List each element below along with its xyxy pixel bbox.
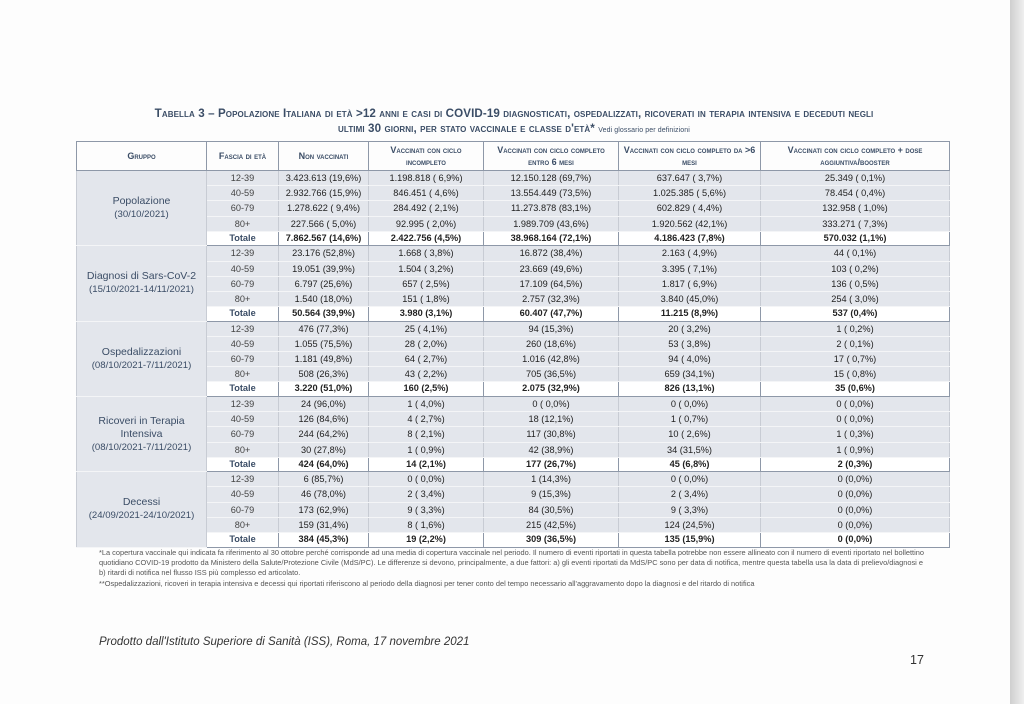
total-cell: 4.186.423 (7,8%) bbox=[619, 231, 761, 246]
total-cell: 384 (45,3%) bbox=[279, 533, 369, 548]
value-cell: 13.554.449 (73,5%) bbox=[484, 186, 619, 201]
table-row bbox=[77, 261, 950, 276]
value-cell: 0 (0,0%) bbox=[761, 517, 950, 532]
value-cell: 0 (0,0%) bbox=[761, 487, 950, 502]
value-cell: 3.423.613 (19,6%) bbox=[279, 171, 369, 186]
value-cell: 1.668 ( 3,8%) bbox=[369, 246, 484, 261]
age-cell: 12-39 bbox=[207, 396, 279, 411]
value-cell: 124 (24,5%) bbox=[619, 517, 761, 532]
value-cell: 1 ( 0,2%) bbox=[761, 321, 950, 336]
footnote-1: *La copertura vaccinale qui indicata fa riferimento al 30 ottobre perché corrisponde ad una media di copertura vaccinale nel periodo. Il numero di eventi riportati in questa tabella potrebbe non essere allineato con il numero di eventi riportato nel bollettino quotidiano COVID-19 prodotto da Ministero della Salute/Protezione Civile (MdS/PC). Le differenze si devono, principalmente, a due fattori: a) gli eventi riportati da MdS/PC sono per data di notifica, mentre questa tabella usa la data di prelievo/diagnosi e b) ritardi di notifica nel flusso ISS più complesso ed articolato. bbox=[99, 548, 924, 578]
group-cell bbox=[77, 246, 207, 321]
value-cell: 19.051 (39,9%) bbox=[279, 261, 369, 276]
value-cell: 92.995 ( 2,0%) bbox=[369, 216, 484, 231]
age-cell: 80+ bbox=[207, 291, 279, 306]
value-cell: 657 ( 2,5%) bbox=[369, 276, 484, 291]
value-cell: 1 ( 0,9%) bbox=[369, 442, 484, 457]
value-cell: 1.181 (49,8%) bbox=[279, 352, 369, 367]
value-cell: 260 (18,6%) bbox=[484, 336, 619, 351]
age-cell: 40-59 bbox=[207, 261, 279, 276]
page-footer: Prodotto dall'Istituto Superiore di Sanità (ISS), Roma, 17 novembre 2021 bbox=[99, 636, 470, 648]
value-cell: 637.647 ( 3,7%) bbox=[619, 171, 761, 186]
table-row bbox=[77, 186, 950, 201]
group-name: Ricoveri in Terapia Intensiva bbox=[98, 414, 185, 440]
group-name: Ospedalizzazioni bbox=[101, 345, 182, 358]
vaccination-status-table bbox=[76, 141, 950, 548]
value-cell: 1.920.562 (42,1%) bbox=[619, 216, 761, 231]
value-cell: 9 ( 3,3%) bbox=[369, 502, 484, 517]
total-row bbox=[77, 307, 950, 322]
age-cell: 40-59 bbox=[207, 186, 279, 201]
value-cell: 1 ( 0,3%) bbox=[761, 427, 950, 442]
total-cell: 177 (26,7%) bbox=[484, 457, 619, 472]
value-cell: 1.817 ( 6,9%) bbox=[619, 276, 761, 291]
value-cell: 2.757 (32,3%) bbox=[484, 291, 619, 306]
value-cell: 53 ( 3,8%) bbox=[619, 336, 761, 351]
value-cell: 1 ( 0,9%) bbox=[761, 442, 950, 457]
page-number: 17 bbox=[910, 653, 924, 667]
value-cell: 78.454 ( 0,4%) bbox=[761, 186, 950, 201]
value-cell: 23.176 (52,8%) bbox=[279, 246, 369, 261]
value-cell: 1.025.385 ( 5,6%) bbox=[619, 186, 761, 201]
value-cell: 227.566 ( 5,0%) bbox=[279, 216, 369, 231]
age-cell: 80+ bbox=[207, 442, 279, 457]
total-label: Totale bbox=[207, 457, 279, 472]
value-cell: 6.797 (25,6%) bbox=[279, 276, 369, 291]
value-cell: 254 ( 3,0%) bbox=[761, 291, 950, 306]
total-row bbox=[77, 382, 950, 397]
value-cell: 25.349 ( 0,1%) bbox=[761, 171, 950, 186]
value-cell: 17 ( 0,7%) bbox=[761, 352, 950, 367]
value-cell: 20 ( 3,2%) bbox=[619, 321, 761, 336]
value-cell: 0 ( 0,0%) bbox=[369, 472, 484, 487]
value-cell: 9 ( 3,3%) bbox=[619, 502, 761, 517]
value-cell: 0 ( 0,0%) bbox=[484, 396, 619, 411]
header-completo-6m: Vaccinati con ciclo completo entro 6 mesi bbox=[484, 142, 619, 171]
total-cell: 50.564 (39,9%) bbox=[279, 307, 369, 322]
group-date: (08/10/2021-7/11/2021) bbox=[91, 359, 192, 371]
title-line-1: Tabella 3 – Popolazione Italiana di età >12 anni e casi di COVID-19 diagnosticati, ospedalizzati, ricoverati in terapia intensiva e deceduti negli bbox=[154, 107, 874, 120]
total-cell: 11.215 (8,9%) bbox=[619, 307, 761, 322]
age-cell: 40-59 bbox=[207, 336, 279, 351]
total-cell: 2.422.756 (4,5%) bbox=[369, 231, 484, 246]
value-cell: 1.055 (75,5%) bbox=[279, 336, 369, 351]
group-name: Decessi bbox=[122, 496, 161, 509]
group-cell bbox=[77, 396, 207, 471]
value-cell: 0 ( 0,0%) bbox=[761, 412, 950, 427]
total-cell: 424 (64,0%) bbox=[279, 457, 369, 472]
value-cell: 1 (14,3%) bbox=[484, 472, 619, 487]
table-title bbox=[74, 106, 954, 138]
header-booster: Vaccinati con ciclo completo + dose aggiuntiva/booster bbox=[761, 142, 950, 171]
title-line-2-text: ultimi 30 giorni, per stato vaccinale e classe d'età* bbox=[338, 122, 595, 135]
title-line-2 bbox=[74, 121, 954, 138]
value-cell: 16.872 (38,4%) bbox=[484, 246, 619, 261]
total-cell: 570.032 (1,1%) bbox=[761, 231, 950, 246]
header-fascia: Fascia di età bbox=[207, 142, 279, 171]
total-cell: 2.075 (32,9%) bbox=[484, 382, 619, 397]
value-cell: 508 (26,3%) bbox=[279, 367, 369, 382]
group-cell bbox=[77, 321, 207, 396]
value-cell: 659 (34,1%) bbox=[619, 367, 761, 382]
age-cell: 60-79 bbox=[207, 276, 279, 291]
value-cell: 215 (42,5%) bbox=[484, 517, 619, 532]
value-cell: 2 ( 0,1%) bbox=[761, 336, 950, 351]
value-cell: 42 (38,9%) bbox=[484, 442, 619, 457]
table-row bbox=[77, 367, 950, 382]
value-cell: 25 ( 4,1%) bbox=[369, 321, 484, 336]
value-cell: 846.451 ( 4,6%) bbox=[369, 186, 484, 201]
value-cell: 9 (15,3%) bbox=[484, 487, 619, 502]
age-cell: 60-79 bbox=[207, 427, 279, 442]
value-cell: 15 ( 0,8%) bbox=[761, 367, 950, 382]
header-non-vaccinati: Non vaccinati bbox=[279, 142, 369, 171]
value-cell: 28 ( 2,0%) bbox=[369, 336, 484, 351]
total-cell: 537 (0,4%) bbox=[761, 307, 950, 322]
value-cell: 333.271 ( 7,3%) bbox=[761, 216, 950, 231]
value-cell: 1.989.709 (43,6%) bbox=[484, 216, 619, 231]
table-row bbox=[77, 336, 950, 351]
value-cell: 1.278.622 ( 9,4%) bbox=[279, 201, 369, 216]
value-cell: 0 ( 0,0%) bbox=[619, 396, 761, 411]
value-cell: 0 ( 0,0%) bbox=[761, 396, 950, 411]
value-cell: 132.958 ( 1,0%) bbox=[761, 201, 950, 216]
header-gruppo: Gruppo bbox=[77, 142, 207, 171]
value-cell: 136 ( 0,5%) bbox=[761, 276, 950, 291]
table-row bbox=[77, 427, 950, 442]
value-cell: 705 (36,5%) bbox=[484, 367, 619, 382]
group-cell bbox=[77, 171, 207, 246]
group-name: Diagnosi di Sars-CoV-2 bbox=[86, 270, 197, 283]
value-cell: 2.163 ( 4,9%) bbox=[619, 246, 761, 261]
value-cell: 602.829 ( 4,4%) bbox=[619, 201, 761, 216]
age-cell: 80+ bbox=[207, 517, 279, 532]
value-cell: 0 (0,0%) bbox=[761, 502, 950, 517]
value-cell: 44 ( 0,1%) bbox=[761, 246, 950, 261]
group-name: Popolazione bbox=[112, 195, 171, 208]
total-label: Totale bbox=[207, 231, 279, 246]
value-cell: 6 (85,7%) bbox=[279, 472, 369, 487]
total-label: Totale bbox=[207, 382, 279, 397]
value-cell: 126 (84,6%) bbox=[279, 412, 369, 427]
header-incompleto: Vaccinati con ciclo incompleto bbox=[369, 142, 484, 171]
total-cell: 2 (0,3%) bbox=[761, 457, 950, 472]
value-cell: 12.150.128 (69,7%) bbox=[484, 171, 619, 186]
value-cell: 94 ( 4,0%) bbox=[619, 352, 761, 367]
table-row bbox=[77, 517, 950, 532]
table-row bbox=[77, 472, 950, 487]
total-cell: 3.220 (51,0%) bbox=[279, 382, 369, 397]
total-cell: 3.980 (3,1%) bbox=[369, 307, 484, 322]
value-cell: 117 (30,8%) bbox=[484, 427, 619, 442]
value-cell: 1 ( 0,7%) bbox=[619, 412, 761, 427]
value-cell: 11.273.878 (83,1%) bbox=[484, 201, 619, 216]
value-cell: 34 (31,5%) bbox=[619, 442, 761, 457]
group-cell bbox=[77, 472, 207, 547]
total-cell: 19 (2,2%) bbox=[369, 533, 484, 548]
age-cell: 40-59 bbox=[207, 412, 279, 427]
table-row bbox=[77, 201, 950, 216]
value-cell: 43 ( 2,2%) bbox=[369, 367, 484, 382]
age-cell: 80+ bbox=[207, 367, 279, 382]
table-row bbox=[77, 396, 950, 411]
table-row bbox=[77, 487, 950, 502]
value-cell: 64 ( 2,7%) bbox=[369, 352, 484, 367]
age-cell: 12-39 bbox=[207, 472, 279, 487]
value-cell: 159 (31,4%) bbox=[279, 517, 369, 532]
total-row bbox=[77, 457, 950, 472]
age-cell: 12-39 bbox=[207, 321, 279, 336]
value-cell: 1.504 ( 3,2%) bbox=[369, 261, 484, 276]
group-date: (30/10/2021) bbox=[114, 209, 169, 221]
age-cell: 40-59 bbox=[207, 487, 279, 502]
value-cell: 103 ( 0,2%) bbox=[761, 261, 950, 276]
group-date: (24/09/2021-24/10/2021) bbox=[88, 510, 195, 522]
age-cell: 60-79 bbox=[207, 201, 279, 216]
value-cell: 8 ( 2,1%) bbox=[369, 427, 484, 442]
footnotes bbox=[99, 548, 929, 589]
total-cell: 135 (15,9%) bbox=[619, 533, 761, 548]
header-row bbox=[77, 142, 950, 171]
age-cell: 12-39 bbox=[207, 171, 279, 186]
value-cell: 2 ( 3,4%) bbox=[369, 487, 484, 502]
value-cell: 244 (64,2%) bbox=[279, 427, 369, 442]
page-edge-shadow bbox=[1010, 0, 1024, 704]
value-cell: 18 (12,1%) bbox=[484, 412, 619, 427]
total-cell: 309 (36,5%) bbox=[484, 533, 619, 548]
total-cell: 0 (0,0%) bbox=[761, 533, 950, 548]
total-cell: 35 (0,6%) bbox=[761, 382, 950, 397]
table-row bbox=[77, 412, 950, 427]
value-cell: 8 ( 1,6%) bbox=[369, 517, 484, 532]
value-cell: 284.492 ( 2,1%) bbox=[369, 201, 484, 216]
value-cell: 23.669 (49,6%) bbox=[484, 261, 619, 276]
table-body bbox=[77, 171, 950, 548]
total-cell: 38.968.164 (72,1%) bbox=[484, 231, 619, 246]
value-cell: 10 ( 2,6%) bbox=[619, 427, 761, 442]
total-cell: 45 (6,8%) bbox=[619, 457, 761, 472]
value-cell: 0 (0,0%) bbox=[761, 472, 950, 487]
value-cell: 3.840 (45,0%) bbox=[619, 291, 761, 306]
footnote-2: **Ospedalizzazioni, ricoveri in terapia intensiva e decessi qui riportati riferiscono al periodo della diagnosi per tener conto del tempo necessario all'aggravamento dopo la diagnosi e del ritardo di notifica bbox=[99, 578, 755, 588]
value-cell: 1 ( 4,0%) bbox=[369, 396, 484, 411]
value-cell: 94 (15,3%) bbox=[484, 321, 619, 336]
value-cell: 46 (78,0%) bbox=[279, 487, 369, 502]
value-cell: 1.540 (18,0%) bbox=[279, 291, 369, 306]
total-cell: 7.862.567 (14,6%) bbox=[279, 231, 369, 246]
table-row bbox=[77, 291, 950, 306]
value-cell: 476 (77,3%) bbox=[279, 321, 369, 336]
group-date: (08/10/2021-7/11/2021) bbox=[91, 441, 192, 453]
value-cell: 0 ( 0,0%) bbox=[619, 472, 761, 487]
value-cell: 3.395 ( 7,1%) bbox=[619, 261, 761, 276]
table-row bbox=[77, 276, 950, 291]
total-cell: 14 (2,1%) bbox=[369, 457, 484, 472]
value-cell: 1.198.818 ( 6,9%) bbox=[369, 171, 484, 186]
table-row bbox=[77, 352, 950, 367]
total-cell: 160 (2,5%) bbox=[369, 382, 484, 397]
value-cell: 151 ( 1,8%) bbox=[369, 291, 484, 306]
total-cell: 60.407 (47,7%) bbox=[484, 307, 619, 322]
value-cell: 4 ( 2,7%) bbox=[369, 412, 484, 427]
table-row bbox=[77, 216, 950, 231]
glossary-note: Vedi glossario per definizioni bbox=[598, 127, 690, 134]
total-row bbox=[77, 533, 950, 548]
age-cell: 80+ bbox=[207, 216, 279, 231]
total-cell: 826 (13,1%) bbox=[619, 382, 761, 397]
header-completo-oltre-6m: Vaccinati con ciclo completo da >6 mesi bbox=[619, 142, 761, 171]
age-cell: 60-79 bbox=[207, 352, 279, 367]
table-row bbox=[77, 321, 950, 336]
value-cell: 24 (96,0%) bbox=[279, 396, 369, 411]
age-cell: 60-79 bbox=[207, 502, 279, 517]
table-row bbox=[77, 442, 950, 457]
table-row bbox=[77, 171, 950, 186]
age-cell: 12-39 bbox=[207, 246, 279, 261]
value-cell: 84 (30,5%) bbox=[484, 502, 619, 517]
value-cell: 17.109 (64,5%) bbox=[484, 276, 619, 291]
value-cell: 2.932.766 (15,9%) bbox=[279, 186, 369, 201]
value-cell: 30 (27,8%) bbox=[279, 442, 369, 457]
value-cell: 1.016 (42,8%) bbox=[484, 352, 619, 367]
total-label: Totale bbox=[207, 307, 279, 322]
table-row bbox=[77, 246, 950, 261]
table-row bbox=[77, 502, 950, 517]
value-cell: 2 ( 3,4%) bbox=[619, 487, 761, 502]
value-cell: 173 (62,9%) bbox=[279, 502, 369, 517]
total-row bbox=[77, 231, 950, 246]
group-date: (15/10/2021-14/11/2021) bbox=[89, 284, 194, 296]
total-label: Totale bbox=[207, 533, 279, 548]
